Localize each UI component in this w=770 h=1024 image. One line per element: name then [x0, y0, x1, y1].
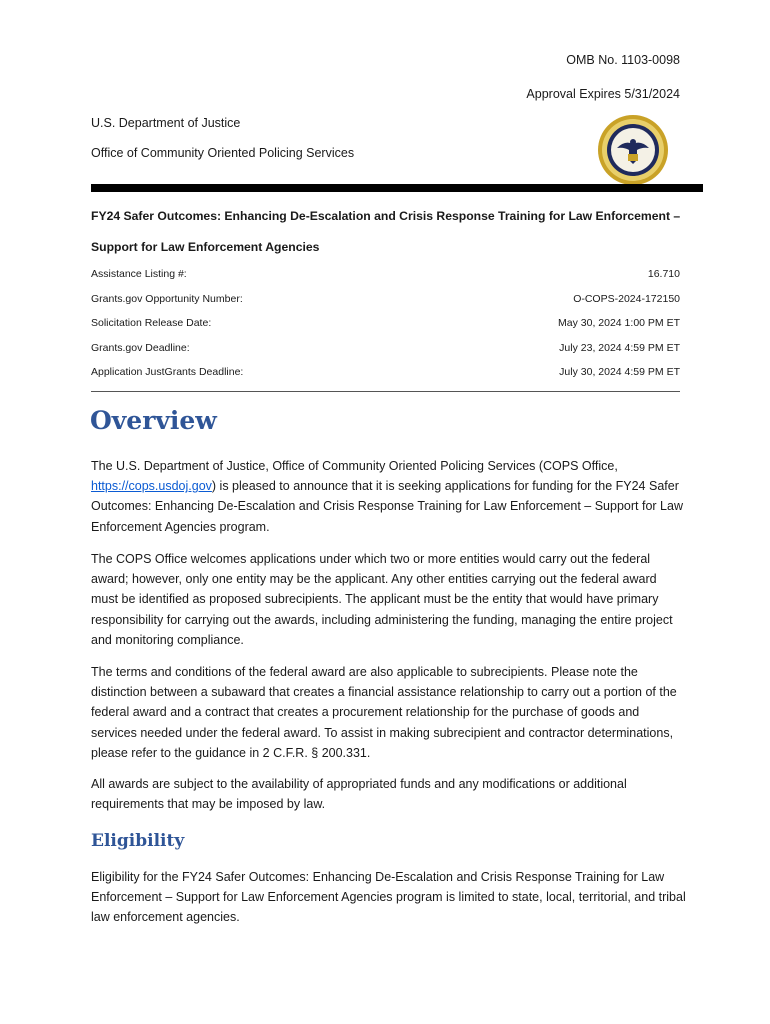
omb-number: OMB No. 1103-0098	[566, 53, 680, 67]
overview-paragraph-4: All awards are subject to the availability of appropriated funds and any modifications or additional requirements that may be imposed by law.	[91, 777, 627, 812]
solicitation-details	[91, 268, 680, 392]
detail-label: Grants.gov Opportunity Number:	[91, 292, 243, 305]
detail-label: Solicitation Release Date:	[91, 317, 212, 330]
overview-paragraph-2: The COPS Office welcomes applications under which two or more entities would carry out the federal award; however, only one entity may be the applicant. Any other entities carrying out the federal award must be identified as proposed subrecipients. The applicant must be the entity that would have primary responsibility for carrying out the awards, including administering the funding, managing the entire project and monitoring compliance.	[91, 552, 673, 647]
cops-website-link[interactable]: https://cops.usdoj.gov	[91, 479, 212, 494]
detail-value: July 23, 2024 4:59 PM ET	[559, 341, 680, 354]
detail-label: Grants.gov Deadline:	[91, 341, 190, 354]
detail-value: May 30, 2024 1:00 PM ET	[558, 317, 680, 330]
agency-name: U.S. Department of Justice	[91, 116, 241, 130]
doj-seal-icon	[597, 114, 669, 186]
solicitation-title-line1: FY24 Safer Outcomes: Enhancing De-Escalation and Crisis Response Training for Law Enforcement –	[91, 209, 681, 223]
detail-label: Assistance Listing #:	[91, 268, 187, 280]
detail-value: O-COPS-2024-172150	[573, 292, 680, 305]
overview-heading: Overview	[90, 406, 217, 435]
approval-expires: Approval Expires 5/31/2024	[526, 87, 680, 101]
detail-row-justgrants-deadline	[91, 366, 680, 391]
detail-row-assistance-listing	[91, 268, 680, 293]
detail-row-opportunity-number	[91, 293, 680, 318]
office-name: Office of Community Oriented Policing Services	[91, 146, 355, 160]
detail-value: 16.710	[647, 268, 680, 280]
eligibility-paragraph: Eligibility for the FY24 Safer Outcomes: Enhancing De-Escalation and Crisis Response Training for Law Enforcement – Support for Law Enforcement Agencies program is limited to state, local, territorial, and tribal law enforcement agencies.	[91, 870, 686, 925]
header-rule	[91, 184, 703, 192]
detail-row-grants-deadline	[91, 342, 680, 367]
detail-row-release-date	[91, 317, 680, 342]
overview-paragraph-1	[91, 456, 686, 537]
solicitation-title-line2: Support for Law Enforcement Agencies	[91, 240, 320, 254]
overview-p1-text: The U.S. Department of Justice, Office of Community Oriented Policing Services (COPS Office,	[91, 459, 618, 473]
eligibility-heading: Eligibility	[91, 831, 185, 851]
overview-paragraph-3: The terms and conditions of the federal award are also applicable to subrecipients. Please note the distinction between a subaward that creates a financial assistance relationship to carry out a portion of the federal award and a contract that creates a procurement relationship for the purchase of goods and services needed under the federal award. To assist in making subrecipient and contractor determinations, please refer to the guidance in 2 C.F.R. § 200.331.	[91, 665, 677, 760]
detail-label: Application JustGrants Deadline:	[91, 366, 244, 379]
detail-value: July 30, 2024 4:59 PM ET	[559, 366, 680, 379]
overview-p1-text-cont: ) is pleased to announce that it is seeking applications for funding for the FY24 Safer Outcomes: Enhancing De-Escalation and Crisis Response Training for Law Enforcement – Support for Law Enforcement Agencies program.	[91, 479, 683, 534]
